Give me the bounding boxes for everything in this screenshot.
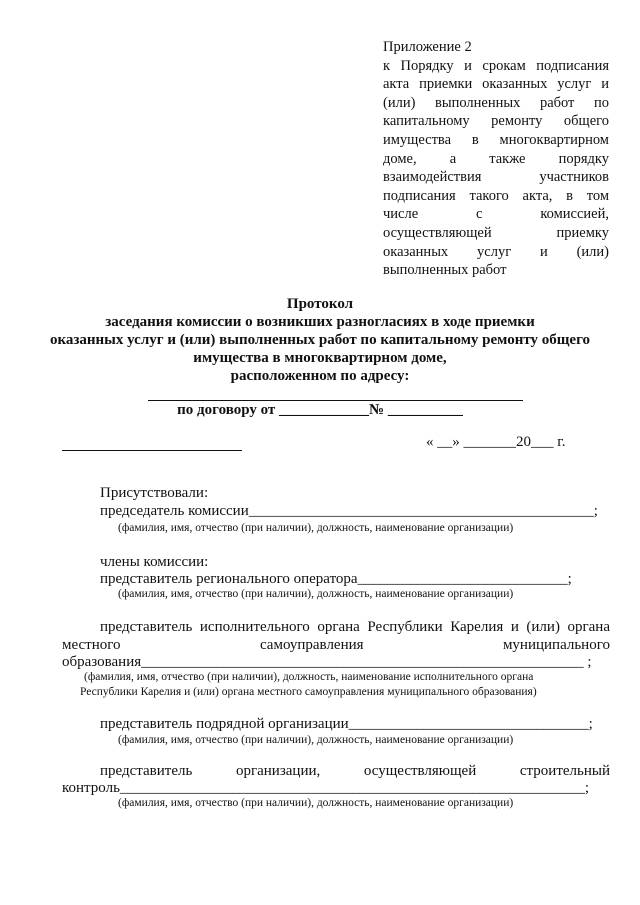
appendix-line: подписания такого акта, в том	[383, 187, 609, 204]
exec-body-field: образования___________________________________________________________ ;	[62, 654, 592, 670]
appendix-line: взаимодействия участников	[383, 169, 609, 186]
appendix-line: акта приемки оказанных услуг и	[383, 76, 609, 93]
contract-line: по договору от ____________№ __________	[177, 402, 463, 418]
protocol-title-line: имущества в многоквартирном доме,	[193, 350, 447, 366]
protocol-heading: Протокол	[286, 296, 354, 312]
control-field: контроль______________________________________________________________;	[62, 780, 590, 796]
appendix-block	[383, 38, 609, 280]
appendix-line: Приложение 2	[383, 39, 472, 55]
appendix-line: имущества в многоквартирном	[383, 131, 609, 148]
chair-hint: (фамилия, имя, отчество (при наличии), должность, наименование организации)	[118, 522, 514, 534]
control-line: представитель организации, осуществляющей строительный	[100, 763, 610, 779]
appendix-line: доме, а также порядку	[383, 150, 609, 167]
exec-body-hint: (фамилия, имя, отчество (при наличии), должность, наименование исполнительного органа	[84, 671, 534, 683]
appendix-line: к Порядку и срокам подписания	[383, 57, 609, 74]
address-blank-line	[148, 400, 523, 401]
appendix-line: капитальному ремонту общего	[383, 113, 609, 130]
exec-body-line: представитель исполнительного органа Республики Карелия и (или) органа	[100, 619, 610, 635]
chair-field: председатель комиссии______________________________________________;	[100, 503, 598, 519]
present-label: Присутствовали:	[100, 485, 209, 501]
appendix-line: (или) выполненных работ по	[383, 94, 609, 111]
protocol-title-line: заседания комиссии о возникших разногласиях в ходе приемки	[105, 314, 535, 330]
exec-body-hint: Республики Карелия и (или) органа местного самоуправления муниципального образования)	[80, 686, 537, 698]
appendix-line: оказанных услуг и (или)	[383, 243, 609, 260]
contractor-field: представитель подрядной организации________________________________;	[100, 716, 593, 732]
contractor-hint: (фамилия, имя, отчество (при наличии), должность, наименование организации)	[118, 734, 514, 746]
appendix-line: осуществляющей приемку	[383, 224, 609, 241]
protocol-title-line: расположенном по адресу:	[230, 368, 410, 384]
appendix-line: выполненных работ	[383, 262, 507, 279]
members-label: члены комиссии:	[100, 554, 209, 570]
regional-operator-hint: (фамилия, имя, отчество (при наличии), должность, наименование организации)	[118, 588, 514, 600]
exec-body-line: местного самоуправления муниципального	[62, 637, 610, 653]
regional-operator-field: представитель регионального оператора____________________________;	[100, 571, 572, 587]
appendix-line: числе с комиссией,	[383, 206, 609, 223]
protocol-title-line: оказанных услуг и (или) выполненных работ по капитальному ремонту общего	[49, 332, 591, 348]
control-hint: (фамилия, имя, отчество (при наличии), должность, наименование организации)	[118, 797, 514, 809]
date-line: « __» _______20___ г.	[426, 434, 566, 450]
place-blank-line	[62, 450, 242, 451]
